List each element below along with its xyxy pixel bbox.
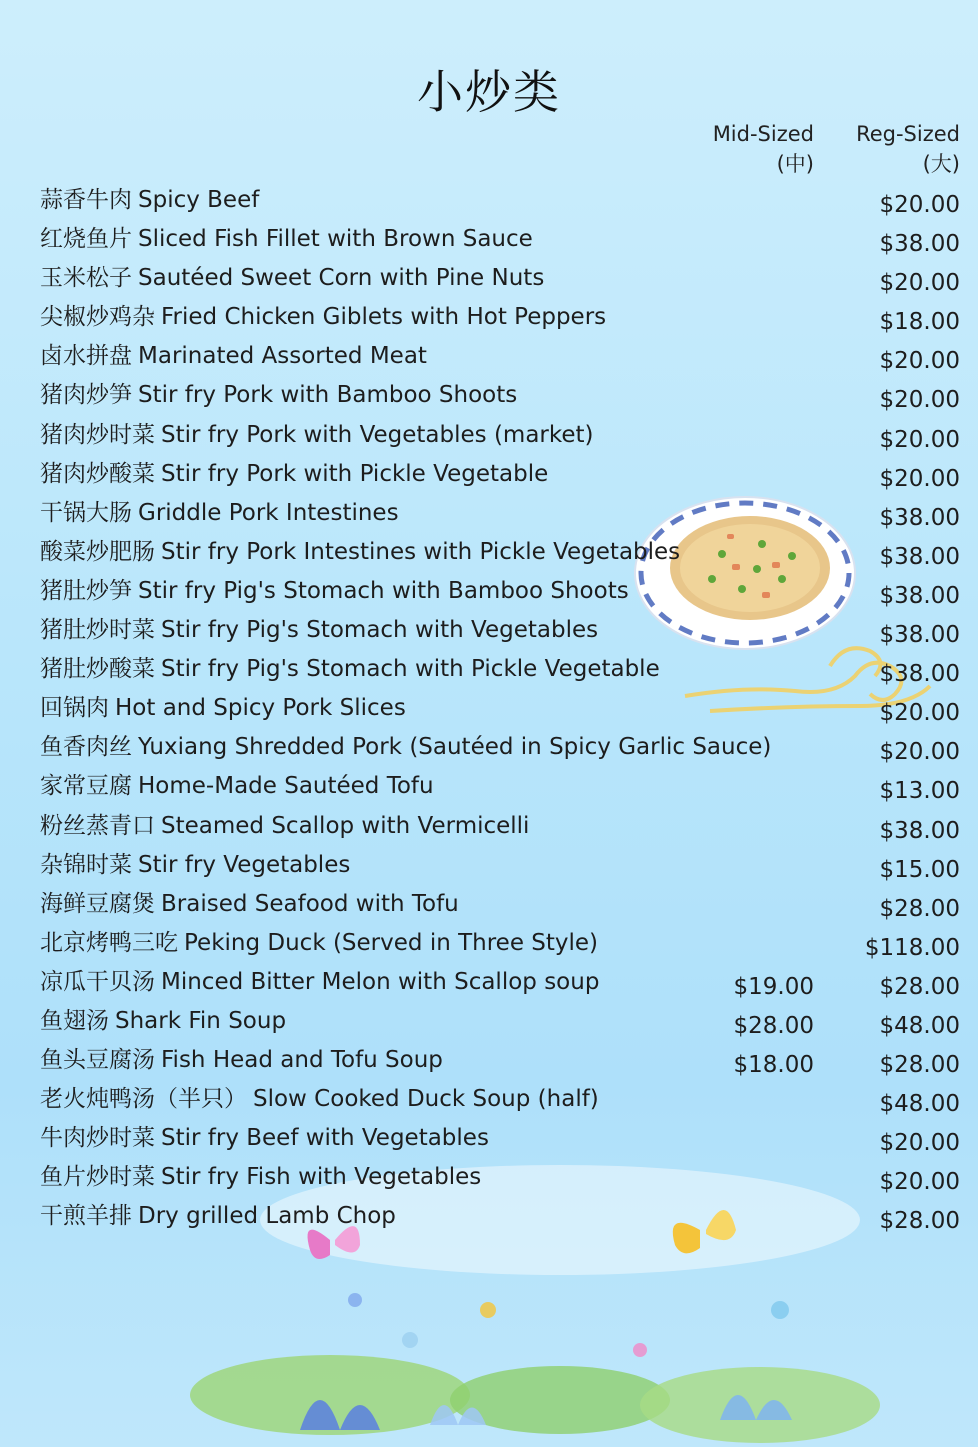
- menu-item-row: [0, 377, 978, 416]
- menu-item-reg-price: $20.00: [879, 192, 960, 218]
- menu-item-name: [40, 260, 544, 296]
- menu-item-chinese-name: 猪肉炒酸菜: [40, 460, 155, 487]
- menu-item-name: [40, 456, 548, 492]
- menu-item-english-name: Steamed Scallop with Vermicelli: [161, 812, 530, 839]
- menu-item-row: [0, 260, 978, 299]
- menu-item-reg-price: $28.00: [879, 895, 960, 922]
- mid-sized-sublabel: (中): [776, 152, 814, 176]
- menu-item-chinese-name: 玉米松子: [40, 265, 132, 292]
- menu-item-name: [40, 729, 771, 765]
- menu-item-row: [0, 182, 978, 221]
- menu-item-chinese-name: 猪肚炒酸菜: [40, 656, 155, 683]
- menu-item-chinese-name: 酸菜炒肥肠: [40, 538, 155, 565]
- menu-item-english-name: Fish Head and Tofu Soup: [161, 1047, 443, 1074]
- menu-item-name: [40, 338, 427, 374]
- menu-item-name: [40, 964, 599, 1000]
- menu-item-reg-price: $15.00: [879, 856, 960, 883]
- menu-item-row: [0, 1081, 978, 1120]
- menu-item-english-name: Sliced Fish Fillet with Brown Sauce: [138, 226, 533, 253]
- menu-item-english-name: Stir fry Pork Intestines with Pickle Vegetables: [161, 538, 681, 565]
- menu-item-chinese-name: 蒜香牛肉: [40, 187, 132, 213]
- menu-item-row: [0, 573, 978, 612]
- menu-item-english-name: Stir fry Pig's Stomach with Vegetables: [161, 617, 599, 644]
- mid-sized-label: Mid-Sized: [712, 122, 814, 146]
- reg-sized-label: Reg-Sized: [856, 122, 960, 146]
- menu-item-reg-price: $48.00: [879, 1091, 960, 1118]
- menu-item-name: [40, 690, 406, 726]
- menu-item-reg-price: $38.00: [879, 661, 960, 688]
- menu-item-row: [0, 612, 978, 651]
- menu-item-list: [0, 182, 978, 1238]
- menu-item-row: [0, 768, 978, 807]
- menu-item-row: [0, 299, 978, 338]
- menu-item-reg-price: $38.00: [879, 622, 960, 649]
- menu-item-row: [0, 338, 978, 377]
- menu-item-chinese-name: 卤水拼盘: [40, 343, 132, 370]
- menu-item-row: [0, 925, 978, 964]
- menu-item-reg-price: $28.00: [879, 973, 960, 1000]
- menu-section-title: 小炒类: [417, 65, 561, 119]
- menu-item-reg-price: $38.00: [879, 231, 960, 258]
- menu-item-row: [0, 456, 978, 495]
- menu-item-english-name: Stir fry Pork with Bamboo Shoots: [138, 382, 518, 409]
- menu-item-reg-price: $38.00: [879, 543, 960, 570]
- menu-item-row: [0, 221, 978, 260]
- menu-item-chinese-name: 干煎羊排: [40, 1203, 132, 1230]
- menu-item-row: [0, 534, 978, 573]
- menu-item-row: [0, 651, 978, 690]
- menu-item-name: [40, 808, 529, 844]
- menu-item-name: [40, 534, 680, 570]
- menu-item-reg-price: $20.00: [879, 426, 960, 453]
- menu-item-name: [40, 573, 629, 609]
- menu-item-english-name: Shark Fin Soup: [115, 1007, 287, 1034]
- menu-item-reg-price: $48.00: [879, 1012, 960, 1039]
- menu-item-chinese-name: 猪肚炒时菜: [40, 617, 155, 644]
- menu-item-english-name: Stir fry Pig's Stomach with Pickle Vegetable: [161, 656, 660, 683]
- menu-item-chinese-name: 老火炖鸭汤（半只）: [40, 1086, 247, 1113]
- menu-item-row: [0, 886, 978, 925]
- menu-item-english-name: Yuxiang Shredded Pork (Sautéed in Spicy Garlic Sauce): [138, 734, 772, 761]
- menu-item-row: [0, 690, 978, 729]
- menu-item-name: [40, 1198, 396, 1234]
- menu-item-mid-price: $19.00: [733, 973, 814, 1000]
- menu-item-name: [40, 182, 259, 218]
- menu-item-reg-price: $20.00: [879, 270, 960, 297]
- menu-item-name: [40, 768, 434, 804]
- menu-item-reg-price: $28.00: [879, 1052, 960, 1079]
- menu-item-english-name: Marinated Assorted Meat: [138, 343, 427, 370]
- menu-item-row: [0, 1003, 978, 1042]
- menu-item-english-name: Braised Seafood with Tofu: [161, 890, 459, 917]
- menu-item-chinese-name: 鱼头豆腐汤: [40, 1047, 155, 1074]
- menu-item-name: [40, 925, 598, 961]
- menu-item-english-name: Spicy Beef: [138, 187, 260, 213]
- menu-item-reg-price: $20.00: [879, 348, 960, 375]
- menu-item-chinese-name: 牛肉炒时菜: [40, 1125, 155, 1152]
- menu-item-reg-price: $38.00: [879, 504, 960, 531]
- menu-item-english-name: Hot and Spicy Pork Slices: [115, 695, 406, 722]
- menu-item-mid-price: $28.00: [733, 1012, 814, 1039]
- menu-item-row: [0, 964, 978, 1003]
- menu-item-reg-price: $28.00: [879, 1208, 960, 1235]
- menu-item-row: [0, 847, 978, 886]
- reg-sized-sublabel: (大): [922, 152, 960, 176]
- menu-item-chinese-name: 鱼翅汤: [40, 1007, 109, 1034]
- menu-item-reg-price: $20.00: [879, 1169, 960, 1196]
- menu-item-row: [0, 1198, 978, 1237]
- menu-item-row: [0, 1120, 978, 1159]
- menu-item-reg-price: $18.00: [879, 309, 960, 336]
- menu-item-reg-price: $20.00: [879, 700, 960, 727]
- menu-item-english-name: Stir fry Vegetables: [138, 851, 351, 878]
- menu-item-name: [40, 847, 350, 883]
- menu-item-english-name: Peking Duck (Served in Three Style): [184, 929, 599, 956]
- menu-item-row: [0, 1042, 978, 1081]
- menu-item-name: [40, 377, 517, 413]
- menu-item-chinese-name: 干锅大肠: [40, 499, 132, 526]
- menu-item-row: [0, 808, 978, 847]
- menu-item-chinese-name: 猪肚炒笋: [40, 577, 132, 604]
- menu-item-name: [40, 1081, 599, 1117]
- menu-item-name: [40, 1120, 489, 1156]
- menu-item-row: [0, 729, 978, 768]
- menu-item-english-name: Stir fry Pork with Vegetables (market): [161, 421, 594, 448]
- menu-item-reg-price: $20.00: [879, 465, 960, 492]
- menu-item-reg-price: $38.00: [879, 582, 960, 609]
- menu-item-english-name: Slow Cooked Duck Soup (half): [253, 1086, 599, 1113]
- menu-item-reg-price: $20.00: [879, 387, 960, 414]
- menu-item-english-name: Dry grilled Lamb Chop: [138, 1203, 396, 1230]
- reg-sized-column-header: [840, 119, 960, 179]
- menu-item-row: [0, 417, 978, 456]
- menu-item-chinese-name: 鱼片炒时菜: [40, 1164, 155, 1191]
- menu-item-name: [40, 495, 399, 531]
- menu-item-english-name: Fried Chicken Giblets with Hot Peppers: [161, 304, 607, 331]
- menu-item-row: [0, 1159, 978, 1198]
- menu-item-chinese-name: 杂锦时菜: [40, 851, 132, 878]
- menu-item-english-name: Stir fry Fish with Vegetables: [161, 1164, 482, 1191]
- menu-item-english-name: Sautéed Sweet Corn with Pine Nuts: [138, 265, 545, 292]
- menu-item-chinese-name: 北京烤鸭三吃: [40, 929, 178, 956]
- menu-item-english-name: Griddle Pork Intestines: [138, 499, 399, 526]
- menu-item-name: [40, 612, 598, 648]
- menu-item-reg-price: $13.00: [879, 778, 960, 805]
- menu-item-english-name: Home-Made Sautéed Tofu: [138, 773, 434, 800]
- menu-item-english-name: Stir fry Pig's Stomach with Bamboo Shoots: [138, 577, 629, 604]
- mid-sized-column-header: [690, 119, 814, 179]
- menu-item-chinese-name: 家常豆腐: [40, 773, 132, 800]
- menu-item-name: [40, 886, 459, 922]
- menu-item-name: [40, 1042, 443, 1078]
- menu-item-reg-price: $38.00: [879, 817, 960, 844]
- menu-item-chinese-name: 猪肉炒时菜: [40, 421, 155, 448]
- menu-item-mid-price: $18.00: [733, 1052, 814, 1079]
- menu-item-chinese-name: 尖椒炒鸡杂: [40, 304, 155, 331]
- menu-item-row: [0, 495, 978, 534]
- menu-item-reg-price: $20.00: [879, 1130, 960, 1157]
- menu-item-chinese-name: 红烧鱼片: [40, 226, 132, 253]
- menu-item-chinese-name: 猪肉炒笋: [40, 382, 132, 409]
- menu-item-reg-price: $118.00: [864, 934, 960, 961]
- menu-item-english-name: Stir fry Pork with Pickle Vegetable: [161, 460, 549, 487]
- menu-item-english-name: Stir fry Beef with Vegetables: [161, 1125, 489, 1152]
- menu-item-name: [40, 417, 594, 453]
- menu-item-name: [40, 651, 660, 687]
- menu-item-chinese-name: 凉瓜干贝汤: [40, 968, 155, 995]
- menu-item-chinese-name: 回锅肉: [40, 695, 109, 722]
- menu-item-chinese-name: 粉丝蒸青口: [40, 812, 155, 839]
- menu-item-english-name: Minced Bitter Melon with Scallop soup: [161, 968, 600, 995]
- menu-item-chinese-name: 鱼香肉丝: [40, 734, 132, 761]
- menu-item-name: [40, 299, 606, 335]
- menu-item-name: [40, 221, 533, 257]
- menu-item-reg-price: $20.00: [879, 739, 960, 766]
- menu-item-chinese-name: 海鲜豆腐煲: [40, 890, 155, 917]
- menu-item-name: [40, 1003, 286, 1039]
- menu-item-name: [40, 1159, 481, 1195]
